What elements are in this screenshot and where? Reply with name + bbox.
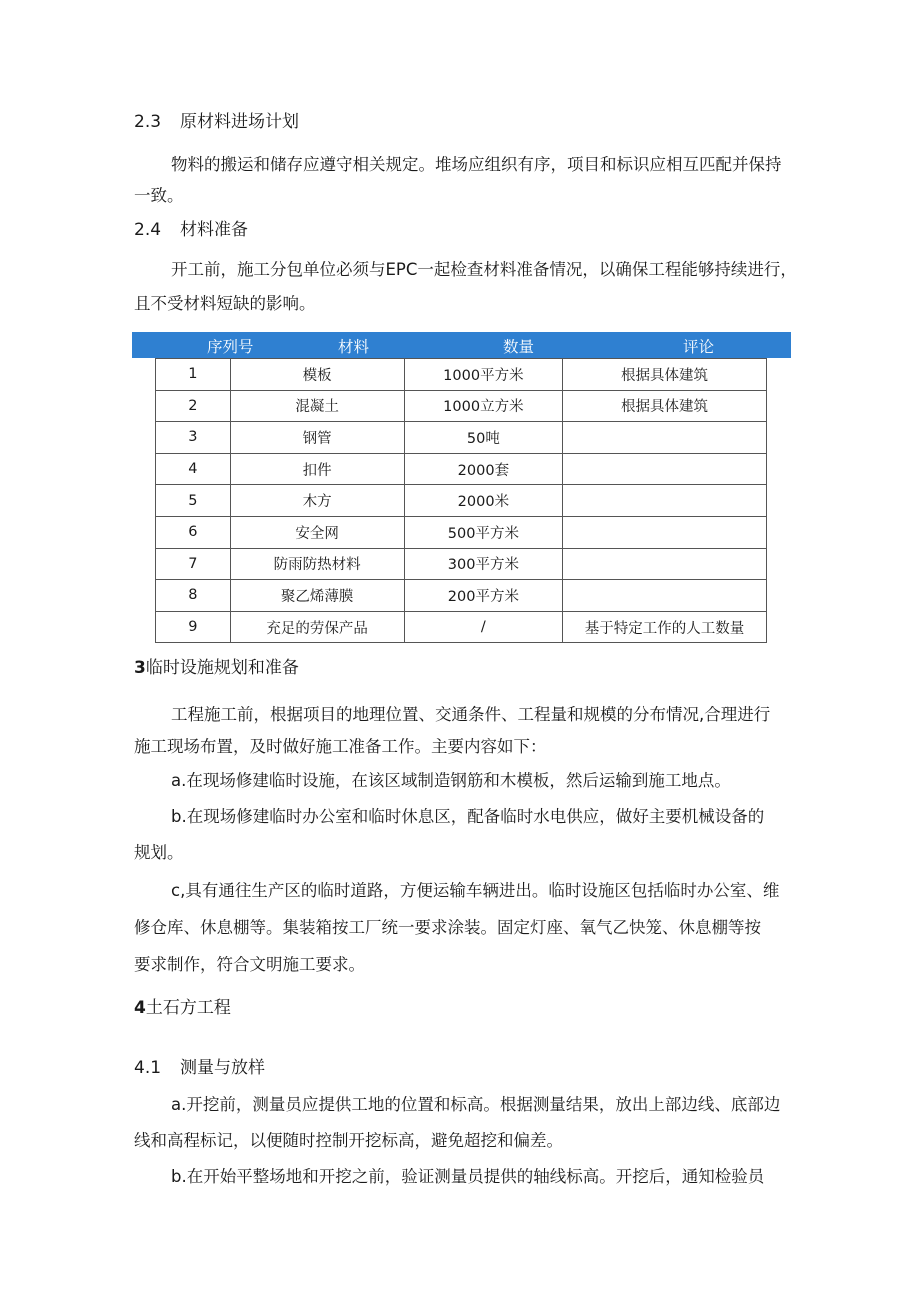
list-item: b.在现场修建临时办公室和临时休息区，配备临时水电供应，做好主要机械设备的 [171, 807, 765, 826]
list-item: c,具有通往生产区的临时道路，方便运输车辆进出。临时设施区包括临时办公室、维 [171, 881, 780, 900]
section-2-3-heading [134, 110, 299, 134]
paragraph: 且不受材料短缺的影响。 [134, 294, 316, 313]
table-cell [563, 548, 767, 580]
table-row [156, 453, 767, 485]
paragraph: 物料的搬运和储存应遵守相关规定。堆场应组织有序，项目和标识应相互匹配并保持 [171, 155, 782, 174]
table-cell: 2000套 [404, 453, 562, 485]
table-cell: 50吨 [404, 422, 562, 454]
paragraph: 工程施工前，根据项目的地理位置、交通条件、工程量和规模的分布情况,合理进行 [171, 705, 771, 724]
table-row [156, 611, 767, 643]
table-cell [563, 453, 767, 485]
section-title: 临时设施规划和准备 [145, 658, 299, 678]
table-cell [563, 485, 767, 517]
table-header-cell: 序列号 [207, 338, 254, 356]
section-number: 4.1 [134, 1058, 162, 1078]
section-4-1-heading [134, 1056, 265, 1080]
table-cell: 2000米 [404, 485, 562, 517]
table-row [156, 580, 767, 612]
table-cell: 木方 [230, 485, 404, 517]
table-header-cell: 评论 [683, 338, 715, 356]
section-2-4-heading [134, 218, 248, 242]
table-header-cell: 数量 [503, 338, 535, 356]
table-cell: 9 [156, 611, 231, 643]
table-cell: 5 [156, 485, 231, 517]
table-cell: 基于特定工作的人工数量 [563, 611, 767, 643]
table-cell: 根据具体建筑 [563, 390, 767, 422]
paragraph: 规划。 [134, 843, 184, 862]
table-cell: 钢管 [230, 422, 404, 454]
table-header-cell: 材料 [338, 338, 370, 356]
paragraph: 一致。 [134, 186, 184, 205]
table-cell: 300平方米 [404, 548, 562, 580]
section-number: 2.3 [134, 112, 162, 132]
table-row [156, 390, 767, 422]
table-cell: 3 [156, 422, 231, 454]
table-cell: / [404, 611, 562, 643]
table-cell: 1 [156, 359, 231, 391]
section-number: 2.4 [134, 220, 162, 240]
table-row [156, 422, 767, 454]
table-cell [563, 580, 767, 612]
table-cell: 2 [156, 390, 231, 422]
table-cell: 安全网 [230, 516, 404, 548]
paragraph: 施工现场布置，及时做好施工准备工作。主要内容如下： [134, 737, 547, 756]
section-title: 测量与放样 [180, 1058, 265, 1078]
table-cell: 500平方米 [404, 516, 562, 548]
section-title: 原材料进场计划 [180, 112, 299, 132]
table-cell: 4 [156, 453, 231, 485]
section-title: 材料准备 [180, 220, 248, 240]
list-item: b.在开始平整场地和开挖之前，验证测量员提供的轴线标高。开挖后，通知检验员 [171, 1167, 765, 1186]
table-cell: 根据具体建筑 [563, 359, 767, 391]
table-cell: 扣件 [230, 453, 404, 485]
table-cell: 200平方米 [404, 580, 562, 612]
table-cell: 混凝土 [230, 390, 404, 422]
table-cell: 7 [156, 548, 231, 580]
paragraph: 开工前，施工分包单位必须与EPC一起检查材料准备情况，以确保工程能够持续进行， [171, 260, 797, 279]
table-row [156, 359, 767, 391]
section-number: 4 [134, 998, 146, 1018]
table-cell: 充足的劳保产品 [230, 611, 404, 643]
materials-table [155, 358, 767, 643]
table-cell: 1000平方米 [404, 359, 562, 391]
list-item: a.在现场修建临时设施，在该区域制造钢筋和木模板，然后运输到施工地点。 [171, 771, 731, 790]
table-cell: 1000立方米 [404, 390, 562, 422]
table-cell [563, 422, 767, 454]
table-cell [563, 516, 767, 548]
paragraph: 修仓库、休息棚等。集装箱按工厂统一要求涂装。固定灯座、氧气乙快笼、休息棚等按 [134, 918, 761, 937]
table-row [156, 516, 767, 548]
table-row [156, 548, 767, 580]
section-number: 3 [134, 658, 146, 678]
paragraph: 要求制作，符合文明施工要求。 [134, 955, 365, 974]
section-3-heading [134, 656, 299, 680]
table-cell: 6 [156, 516, 231, 548]
paragraph: 线和高程标记，以便随时控制开挖标高，避免超挖和偏差。 [134, 1131, 563, 1150]
table-cell: 模板 [230, 359, 404, 391]
table-cell: 聚乙烯薄膜 [230, 580, 404, 612]
table-cell: 8 [156, 580, 231, 612]
section-4-heading [134, 996, 231, 1020]
list-item: a.开挖前，测量员应提供工地的位置和标高。根据测量结果，放出上部边线、底部边 [171, 1095, 781, 1114]
table-cell: 防雨防热材料 [230, 548, 404, 580]
table-row [156, 485, 767, 517]
table-header-bar [132, 332, 791, 358]
section-title: 土石方工程 [145, 998, 231, 1018]
